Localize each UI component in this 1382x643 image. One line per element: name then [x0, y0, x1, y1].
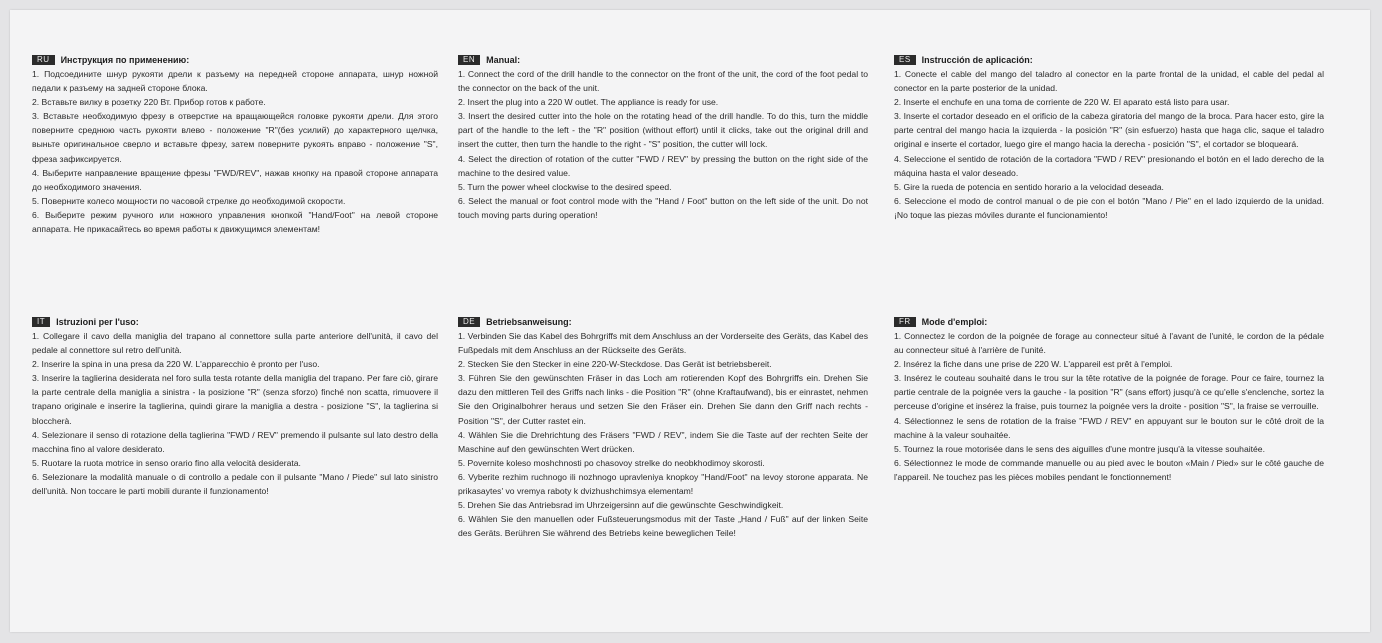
section-header — [32, 53, 438, 67]
language-badge: ES — [894, 55, 916, 65]
instruction-step-6a: 6. Vyberite rezhim ruchnogo ili nozhnogo upravleniya knopkoy "Hand/Foot" na levoy storone apparata. Ne prikasaytes' vo vremya raboty k dvizhushchimsya elementam! — [458, 471, 868, 497]
instruction-step-6: 6. Selezionare la modalità manuale o di controllo a pedale con il pulsante "Mano / Piede" sul lato sinistro dell'unità. Non toccare le parti mobili durante il funzionamento! — [32, 471, 438, 497]
section-title: Manual: — [486, 54, 521, 65]
instruction-step-5: 5. Turn the power wheel clockwise to the desired speed. — [458, 181, 672, 192]
section-header — [458, 315, 868, 329]
instruction-step-4: 4. Selezionare il senso di rotazione della taglierina "FWD / REV" premendo il pulsante sul lato destro della macchina fino al valore desiderato. — [32, 429, 438, 454]
language-badge: EN — [458, 55, 480, 65]
instruction-step-6: 6. Sélectionnez le mode de commande manuelle ou au pied avec le bouton «Main / Pied» sur le côté gauche de l'appareil. Ne touchez pas les pièces mobiles pendant le fonctionnement! — [894, 457, 1324, 482]
section-fr — [894, 315, 1324, 484]
section-it — [32, 315, 438, 498]
instruction-step-2: 2. Inserire la spina in una presa da 220 W. L'apparecchio è pronto per l'uso. — [32, 359, 320, 370]
section-header — [894, 315, 1324, 329]
section-title: Instrucción de aplicación: — [921, 54, 1033, 65]
section-title: Betriebsanweisung: — [486, 316, 572, 327]
section-de — [458, 315, 868, 540]
instruction-step-5: 5. Поверните колесо мощности по часовой стрелке до необходимой скорости. — [32, 195, 346, 206]
instruction-step-5: 5. Drehen Sie das Antriebsrad im Uhrzeigersinn auf die gewünschte Geschwindigkeit. — [458, 500, 784, 511]
instruction-step-2: 2. Inserte el enchufe en una toma de corriente de 220 W. El aparato está listo para usar. — [894, 97, 1230, 108]
language-badge: DE — [458, 317, 480, 327]
instruction-step-3: 3. Inserire la taglierina desiderata nel foro sulla testa rotante della maniglia del trapano. Per fare ciò, girare la parte centrale della maniglia a sinistra - la posizione "R" (senza sforzo) finché non scatta, rimuovere il trapano originale e inserire la taglierina, quindi girare la maniglia a destra - posizione "S", la taglierina si bloccherà. — [32, 373, 438, 426]
instruction-sheet — [10, 10, 1370, 632]
instruction-step-3: 3. Insert the desired cutter into the hole on the rotating head of the drill handle. To do this, turn the middle part of the handle to the left - the "R" position (without effort) until it clicks, take out the original drill and insert the cutter, then turn the handle to the right - "S" position, the cutter will lock. — [458, 111, 868, 150]
instruction-step-2: 2. Insert the plug into a 220 W outlet. The appliance is ready for use. — [458, 97, 719, 108]
instruction-step-6: 6. Select the manual or foot control mode with the "Hand / Foot" button on the left side of the unit. Do not touch moving parts during operation! — [458, 195, 868, 220]
instruction-step-2: 2. Stecken Sie den Stecker in eine 220-W-Steckdose. Das Gerät ist betriebsbereit. — [458, 359, 772, 370]
instruction-step-6: 6. Выберите режим ручного или ножного управления кнопкой "Hand/Foot" на левой стороне аппарата. Не прикасайтесь во время работы к движущимся элементам! — [32, 209, 438, 235]
instruction-step-4: 4. Выберите направление вращение фрезы "FWD/REV", нажав кнопку на правой стороне аппарата до необходимого значения. — [32, 167, 438, 192]
instruction-step-5a: 5. Povernite koleso moshchnosti po chasovoy strelke do neobkhodimoy skorosti. — [458, 457, 765, 468]
instruction-step-3: 3. Вставьте необходимую фрезу в отверстие на вращающейся головке рукояти дрели. Для этого поверните среднюю часть рукояти влево - положение "R"(без усилий) до характерного щелчка, выньте оригинальное сверло и вставьте фрезу, затем поверните рукоять вправо - положение "S", фреза зафиксируется. — [32, 111, 438, 164]
instruction-step-4: 4. Seleccione el sentido de rotación de la cortadora "FWD / REV" presionando el botón en el lado derecho de la máquina hasta el valor deseado. — [894, 153, 1324, 178]
section-title: Mode d'emploi: — [921, 316, 988, 327]
language-badge: IT — [32, 317, 50, 327]
instruction-step-6: 6. Seleccione el modo de control manual o de pie con el botón "Mano / Pie" en el lado izquierdo de la unidad. ¡No toque las piezas móviles durante el funcionamiento! — [894, 195, 1324, 220]
instruction-step-5: 5. Gire la rueda de potencia en sentido horario a la velocidad deseada. — [894, 181, 1164, 192]
instruction-step-3: 3. Insérez le couteau souhaité dans le trou sur la tête rotative de la poignée de forage. Pour ce faire, tournez la partie centrale de la poignée vers la gauche - la position "R" (sans effort) jusqu'à ce qu'elle s'enclenche, sortez la perceuse d'origine et insérez la fraise, puis tournez la poignée vers la droite - position "S", la fraise se verrouille. — [894, 373, 1324, 412]
section-header — [894, 53, 1324, 67]
instruction-step-6: 6. Wählen Sie den manuellen oder Fußsteuerungsmodus mit der Taste „Hand / Fuß" auf der linken Seite des Geräts. Berühren Sie während des Betriebs keine beweglichen Teile! — [458, 514, 868, 539]
instruction-step-1: 1. Подсоедините шнур рукояти дрели к разъему на передней стороне аппарата, шнур ножной педали к разъему на задней стороне блока. — [32, 69, 438, 94]
instruction-step-5: 5. Ruotare la ruota motrice in senso orario fino alla velocità desiderata. — [32, 457, 301, 468]
instruction-step-4: 4. Wählen Sie die Drehrichtung des Fräsers "FWD / REV", indem Sie die Taste auf der rechten Seite der Maschine auf den gewünschten Wert drücken. — [458, 429, 868, 454]
instruction-step-1: 1. Collegare il cavo della maniglia del trapano al connettore sulla parte anteriore dell'unità, il cavo del pedale al connettore sul retro dell'unità. — [32, 331, 438, 356]
section-title: Istruzioni per l'uso: — [56, 316, 139, 327]
instruction-step-2: 2. Вставьте вилку в розетку 220 Вт. Прибор готов к работе. — [32, 97, 266, 108]
instruction-step-4: 4. Select the direction of rotation of the cutter "FWD / REV" by pressing the button on the right side of the machine to the desired value. — [458, 153, 868, 178]
instruction-step-5: 5. Tournez la roue motorisée dans le sens des aiguilles d'une montre jusqu'à la vitesse souhaitée. — [894, 443, 1265, 454]
language-badge: RU — [32, 55, 55, 65]
section-ru — [32, 53, 438, 236]
instruction-step-3: 3. Inserte el cortador deseado en el orificio de la cabeza giratoria del mango de la broca. Para hacer esto, gire la parte central del mango hacia la izquierda - la posición "R" (sin esfuerzo) hasta que haga clic, saque el taladro original e inserte el cortador, luego gire el mango hacia la derecha - posición "S", el cortador se bloqueará. — [894, 111, 1324, 150]
section-header — [32, 315, 438, 329]
instruction-step-1: 1. Connectez le cordon de la poignée de forage au connecteur situé à l'avant de l'unité, le cordon de la pédale au connecteur situé à l'arrière de l'unité. — [894, 331, 1324, 356]
instruction-step-1: 1. Connect the cord of the drill handle to the connector on the front of the unit, the cord of the foot pedal to the connector on the back of the unit. — [458, 69, 868, 94]
section-header — [458, 53, 868, 67]
instruction-step-1: 1. Conecte el cable del mango del taladro al conector en la parte frontal de la unidad, el cable del pedal al conector en la parte posterior de la unidad. — [894, 69, 1324, 94]
language-badge: FR — [894, 317, 916, 327]
section-en — [458, 53, 868, 222]
instruction-step-4: 4. Sélectionnez le sens de rotation de la fraise "FWD / REV" en appuyant sur le bouton sur le côté droit de la machine à la valeur souhaitée. — [894, 415, 1324, 440]
instruction-step-3: 3. Führen Sie den gewünschten Fräser in das Loch am rotierenden Kopf des Bohrgriffs ein. Drehen Sie dazu den mittleren Teil des Griffs nach links - die Position "R" (ohne Kraftaufwand), bis er einrastet, nehmen Sie den Originalbohrer heraus und setzen Sie den Fräser ein. Drehen Sie dann den Griff nach rechts - Position "S", der Cutter rastet ein. — [458, 373, 868, 426]
section-es — [894, 53, 1324, 222]
instruction-step-2: 2. Insérez la fiche dans une prise de 220 W. L'appareil est prêt à l'emploi. — [894, 359, 1173, 370]
instruction-step-1: 1. Verbinden Sie das Kabel des Bohrgriffs mit dem Anschluss an der Vorderseite des Geräts, das Kabel des Fußpedals mit dem Anschluss an der Rückseite des Geräts. — [458, 331, 868, 356]
section-title: Инструкция по применению: — [60, 54, 190, 65]
